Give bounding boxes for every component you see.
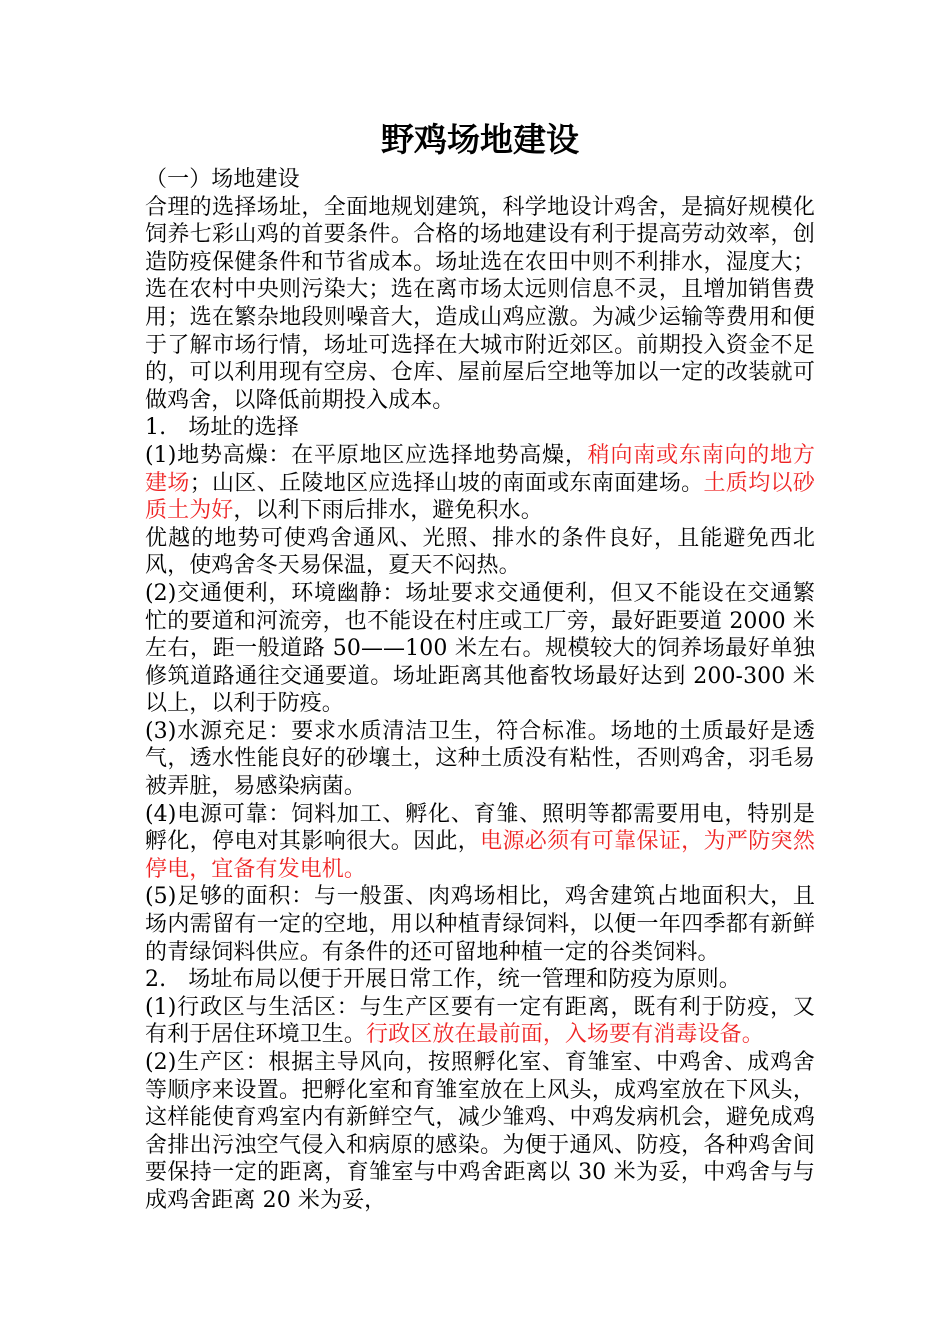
text-run: (3)水源充足：要求水质清洁卫生，符合标准。场地的土质最好是透气，透水性能良好的砂壤土，这种土质没有粘性，否则鸡舍，羽毛易被弄脏，易感染病菌。 <box>145 718 815 800</box>
text-run: (4)电源可靠：饲料加工、孵化、育雏、照明等都需要用电，特别是孵化，停电对其影响很大。因此， <box>145 801 815 855</box>
text-run: (2)生产区：根据主导风向，按照孵化室、育雏室、中鸡舍、成鸡舍等顺序来设置。把孵化室和育雏室放在上风头，成鸡室放在下风头，这样能使育鸡室内有新鲜空气，减少雏鸡、中鸡发病机会，避免成鸡舍排出污浊空气侵入和病原的感染。为便于通风、防疫，各种鸡舍间要保持一定的距离，育雏室与中鸡舍距离以 30 米为妥，中鸡舍与与成鸡舍距离 20 米为妥， <box>145 1050 815 1213</box>
paragraph <box>145 166 815 194</box>
highlighted-text: 电源必须有可靠保证，为严防突然停电，宜备有发电机。 <box>145 829 815 882</box>
paragraph <box>145 994 815 1049</box>
paragraph <box>145 801 815 884</box>
paragraph <box>145 1049 815 1215</box>
paragraph <box>145 580 815 718</box>
text-run: (1)行政区与生活区：与生产区要有一定有距离，既有利于防疫，又有利于居住环境卫生。 <box>145 994 815 1048</box>
text-run: 2. 场址布局以便于开展日常工作，统一管理和防疫为原则。 <box>145 967 741 993</box>
document-page <box>145 116 815 1215</box>
paragraph <box>145 883 815 966</box>
text-run: ；山区、丘陵地区应选择山坡的南面或东南面建场。 <box>189 470 704 496</box>
highlighted-text: 稍向南或东南向的地方建场 <box>145 442 815 496</box>
text-run: 合理的选择场址，全面地规划建筑，科学地设计鸡舍，是搞好规模化饲养七彩山鸡的首要条件。合格的场地建设有利于提高劳动效率，创造防疫保健条件和节省成本。场址选在农田中则不利排水，湿度大；选在农村中央则污染大；选在离市场太远则信息不灵，且增加销售费用；选在繁杂地段则噪音大，造成山鸡应激。为减少运输等费用和便于了解市场行情，场址可选择在大城市附近郊区。前期投入资金不足的，可以利用现有空房、仓库、屋前屋后空地等加以一定的改装就可做鸡舍，以降低前期投入成本。 <box>145 194 815 413</box>
text-run: (1)地势高燥：在平原地区应选择地势高燥， <box>145 442 588 468</box>
paragraph <box>145 966 815 994</box>
paragraph <box>145 414 815 442</box>
text-run: (5)足够的面积：与一般蛋、肉鸡场相比，鸡舍建筑占地面积大，且场内需留有一定的空地，用以种植青绿饲料，以便一年四季都有新鲜的青绿饲料供应。有条件的还可留地种植一定的谷类饲料。 <box>145 884 815 965</box>
highlighted-text: 土质均以砂质土为好 <box>145 470 815 524</box>
document-title: 野鸡场地建设 <box>381 120 579 159</box>
document-body <box>145 166 815 1215</box>
text-run: 1. 场址的选择 <box>145 415 299 441</box>
paragraph <box>145 194 815 415</box>
paragraph <box>145 442 815 525</box>
text-run: 优越的地势可使鸡舍通风、光照、排水的条件良好，且能避免西北风，使鸡舍冬天易保温，夏天不闷热。 <box>145 525 815 579</box>
text-run: ，以利下雨后排水，避免积水。 <box>233 498 543 524</box>
text-run: (2)交通便利，环境幽静：场址要求交通便利，但又不能设在交通繁忙的要道和河流旁，也不能设在村庄或工厂旁，最好距要道 2000 米左右，距一般道路 50——100 米左右。规模较大的饲养场最好单独修筑道路通往交通要道。场址距离其他畜牧场最好达到 200-300 米以上，以利于防疫。 <box>145 580 815 717</box>
highlighted-text: 行政区放在最前面，入场要有消毒设备。 <box>366 1022 764 1048</box>
paragraph <box>145 525 815 580</box>
text-run: （一）场地建设 <box>145 167 300 192</box>
paragraph <box>145 718 815 801</box>
